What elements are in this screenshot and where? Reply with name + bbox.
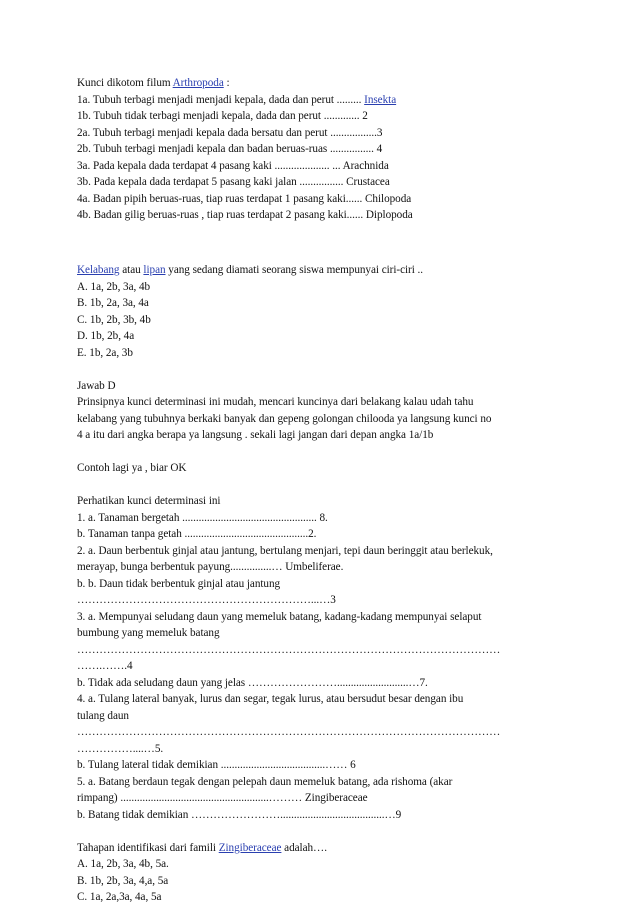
spacer [77,361,567,378]
spacer [77,477,567,494]
key1-line-4a: 4a. Badan pipih beruas-ruas, tiap ruas terdapat 1 pasang kaki...... Chilopoda [77,192,412,205]
question-2 [77,840,567,857]
key2-line-4a-1: 4. a. Tulang lateral banyak, lurus dan segar, tegak lurus, atau bersudut besar dengan ibu [77,693,464,705]
key2-line-4a-3: …………………………………………………………………………………………………… [77,726,501,738]
key2-line-1b: b. Tanaman tanpa getah .............................................2. [77,528,317,540]
question-2-text: Tahapan identifikasi dari famili [77,841,219,854]
key2-line-3b: b. Tidak ada seludang daun yang jelas ……………………..........................…7. [77,676,428,689]
key1-line-2b: 2b. Tubuh terbagi menjadi kepala dan badan beruas-ruas ................ 4 [77,143,383,155]
question-1 [77,262,567,279]
key2-line-4a-4: ……………....…5. [77,742,164,755]
key1-line-2a: 2a. Tubuh terbagi menjadi kepala dada bersatu dan perut .................3 [77,126,383,139]
zingiberaceae-link[interactable]: Zingiberaceae [218,841,282,854]
question-1-mid: atau [119,264,144,276]
insekta-link[interactable]: Insekta [364,93,397,106]
key1-line-1a [77,92,567,109]
key2-line-5a-2: rimpang) ......................................................……… Zingiberaceae [77,792,368,804]
question-1-text: yang sedang diamati seorang siswa mempunyai ciri-ciri .. [165,264,424,276]
question-2-option-a: A. 1a, 2b, 3a, 4b, 5a. [77,858,169,870]
key2-line-2a-2: merayap, bunga berbentuk payung...............… Umbeliferae. [77,561,344,573]
question-1-option-e: E. 1b, 2a, 3b [77,346,133,359]
key1-title-suffix: : [223,77,230,89]
question-1-option-c: C. 1b, 2b, 3b, 4b [77,313,151,326]
key2-line-3a-3: …………………………………………………………………………………………………… [77,643,501,656]
question-2-option-b: B. 1b, 2b, 3a, 4,a, 5a [77,874,169,887]
answer-heading: Jawab D [77,379,116,392]
answer-text-line-2: kelabang yang tubuhnya berkaki banyak dan gepeng golongan chilooda ya langsung kunci no [77,412,492,425]
arthropoda-link[interactable]: Arthropoda [172,77,224,89]
key1-line-1a-text: 1a. Tubuh terbagi menjadi menjadi kepala, dada dan perut ......... [77,93,365,106]
key1-line-3a: 3a. Pada kepala dada terdapat 4 pasang kaki .................... ... Arachnida [77,159,389,172]
key1-line-1b: 1b. Tubuh tidak terbagi menjadi kepala, dada dan perut ............. 2 [77,110,368,122]
question-1-option-b: B. 1b, 2a, 3a, 4a [77,297,149,309]
key2-line-2a-1: 2. a. Daun berbentuk ginjal atau jantung, bertulang menjari, tepi daun beringgit atau berlekuk, [77,544,493,557]
key1-title-text: Kunci dikotom filum [77,77,173,89]
lipan-link[interactable]: lipan [143,264,166,276]
key2-line-5b: b. Batang tidak demikian ……………………......................................…9 [77,808,402,821]
question-1-option-d: D. 1b, 2b, 4a [77,330,135,342]
key2-line-4a-2: tulang daun [77,709,129,722]
question-1-option-a: A. 1a, 2b, 3a, 4b [77,280,151,293]
key2-line-3a-1: 3. a. Mempunyai seludang daun yang memeluk batang, kadang-kadang mempunyai selaput [77,610,482,623]
key2-line-1a: 1. a. Tanaman bergetah ................................................. 8. [77,511,328,524]
key2-line-3a-4: …….…….4 [77,660,133,672]
document-page [77,75,567,906]
key2-line-3a-2: bumbung yang memeluk batang [77,627,220,639]
spacer [77,444,567,461]
answer-text-line-1: Prinsipnya kunci determinasi ini mudah, mencari kuncinya dari belakang kalau udah tahu [77,396,474,408]
key1-line-4b: 4b. Badan gilig beruas-ruas , tiap ruas terdapat 2 pasang kaki...... Diplopoda [77,209,413,221]
key2-title: Perhatikan kunci determinasi ini [77,495,221,507]
spacer [77,246,567,263]
contoh-line: Contoh lagi ya , biar OK [77,462,187,474]
key2-line-4b: b. Tulang lateral tidak demikian ......................................…… 6 [77,759,356,771]
answer-text-line-3: 4 a itu dari angka berapa ya langsung . sekali lagi jangan dari depan angka 1a/1b [77,429,434,441]
key1-title [77,75,567,92]
question-2-suffix: adalah…. [281,841,327,854]
spacer [77,224,567,246]
kelabang-link[interactable]: Kelabang [77,264,120,276]
spacer [77,823,567,840]
key2-line-2b-1: b. b. Daun tidak berbentuk ginjal atau jantung [77,577,281,590]
key1-line-3b: 3b. Pada kepala dada terdapat 5 pasang kaki jalan ................ Crustacea [77,176,390,188]
key2-line-2b-2: ………………………………………………………...…3 [77,594,336,606]
key2-line-5a-1: 5. a. Batang berdaun tegak dengan pelepah daun memeluk batang, ada rishoma (akar [77,775,453,788]
question-2-option-c: C. 1a, 2a,3a, 4a, 5a [77,891,162,903]
